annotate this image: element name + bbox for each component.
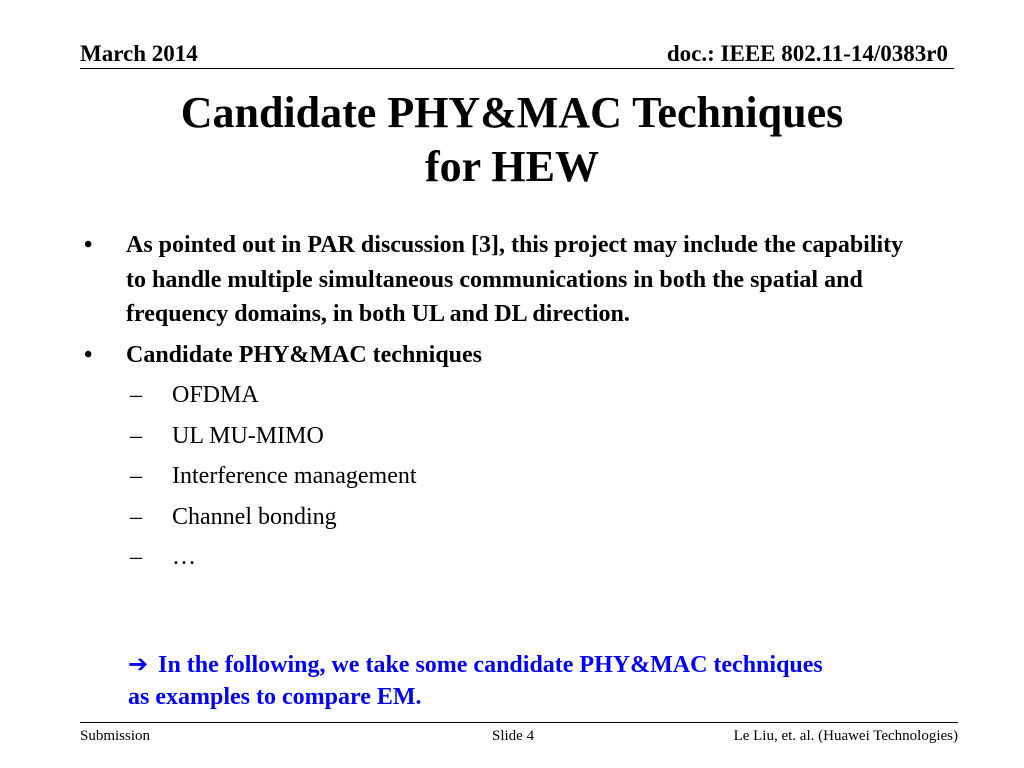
slide-title-line-2: for HEW [425,142,599,191]
bullet-list [84,228,944,581]
conclusion-note [128,648,848,713]
footer-submission: Submission [80,728,151,744]
slide-title [0,86,1024,194]
bullet-marker: • [84,341,93,368]
bullet-text: Candidate PHY&MAC techniques [126,341,483,368]
sub-item [84,419,944,453]
sub-item-text: Interference management [172,463,417,489]
bullet-item [84,338,944,373]
header-date: March 2014 [80,41,198,66]
sub-item-text: Channel bonding [172,503,337,530]
bullet-text: As pointed out in PAR discussion [3], this project may include the capability to handle multiple simultaneous communications in both the spatial and frequency domains, in both UL and DL direction. [126,232,904,327]
sub-item-text: OFDMA [172,382,259,408]
sub-item-marker: – [130,382,142,408]
bullet-marker: • [84,232,93,258]
sub-item [84,540,944,574]
sub-item-marker: – [130,422,142,449]
header-divider [80,68,954,69]
footer-divider [80,722,958,723]
sub-item [84,378,944,412]
right-arrow-icon: ➔ [128,650,149,678]
sub-item [84,500,944,534]
footer-author: Le Liu, et. al. (Huawei Technologies) [733,728,958,744]
sub-item-text: UL MU-MIMO [172,422,324,449]
sub-item-marker: – [130,503,142,530]
footer-slide-number: Slide 4 [492,728,535,744]
sub-item-marker: – [130,544,142,570]
bullet-item [84,228,944,332]
sub-item-marker: – [130,463,142,489]
slide-title-line-1: Candidate PHY&MAC Techniques [180,88,844,137]
header-doc-id: doc.: IEEE 802.11-14/0383r0 [666,41,948,66]
conclusion-note-text: In the following, we take some candidate PHY&MAC techniques as examples to compare EM. [128,652,823,710]
sub-item [84,459,944,493]
sub-item-text: … [172,544,196,570]
